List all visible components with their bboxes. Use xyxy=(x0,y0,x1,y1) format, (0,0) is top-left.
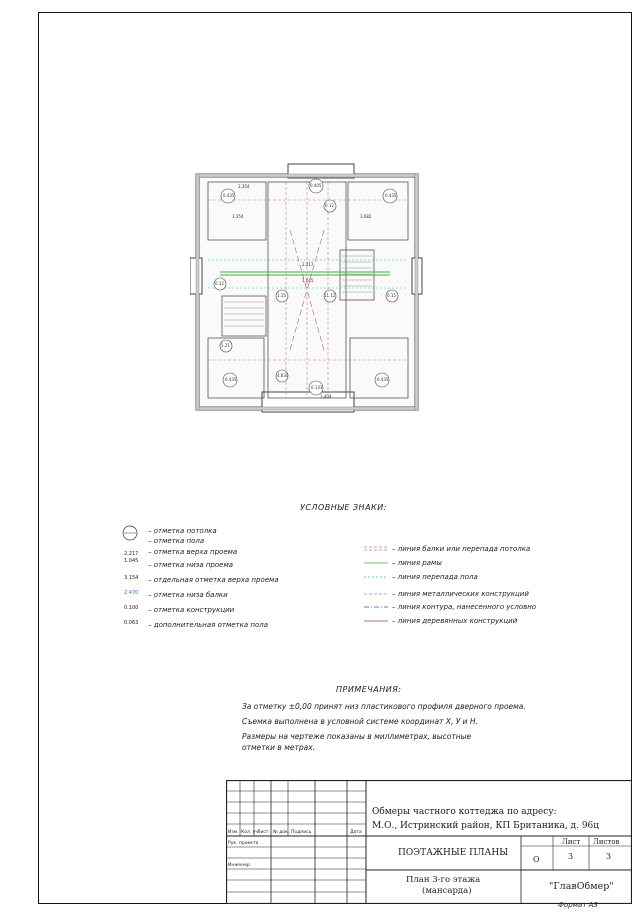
svg-text:0.405: 0.405 xyxy=(310,183,322,188)
title-block xyxy=(226,780,632,904)
svg-text:2.217: 2.217 xyxy=(302,262,314,267)
legend-beam-line: – линия балки или перепада потолка xyxy=(392,545,531,553)
address-line-1: Обмеры частного коттеджа по адресу: xyxy=(372,807,557,817)
legend-extra-floor: – дополнительная отметка пола xyxy=(148,621,268,629)
col-izm: Изм. xyxy=(228,830,239,835)
legend-frame-line: – линия рамы xyxy=(392,559,442,567)
svg-text:4.830: 4.830 xyxy=(277,373,289,378)
section-title: ПОЭТАЖНЫЕ ПЛАНЫ xyxy=(398,848,509,858)
svg-text:0.435: 0.435 xyxy=(223,193,235,198)
legend-contour-line: – линия контура, нанесенного условно xyxy=(392,603,537,611)
legend-floor-drop-line: – линия перепада пола xyxy=(392,573,478,581)
note-line-2: Съемка выполнена в условной системе координат Х, У и Н. xyxy=(242,717,478,726)
sheet-label: Лист xyxy=(562,838,581,846)
stage-value: О xyxy=(533,855,540,864)
svg-text:3.682: 3.682 xyxy=(360,214,372,219)
legend-opening-bottom: – отметка низа проема xyxy=(148,561,234,569)
svg-text:1.045: 1.045 xyxy=(302,278,314,283)
svg-text:3.354: 3.354 xyxy=(238,184,250,189)
legend-construction: – отметка конструкции xyxy=(148,606,235,614)
svg-text:0.15: 0.15 xyxy=(387,293,396,298)
note-line-4: отметки в метрах. xyxy=(242,743,316,752)
col-list: Лист xyxy=(257,830,269,835)
col-kol-uch: Кол. уч. xyxy=(241,830,260,835)
legend-opening-top-symbol: 2.217 xyxy=(124,551,139,557)
col-date: Дата xyxy=(350,830,362,835)
legend-beam-bottom: – отметка низа балки xyxy=(148,591,228,599)
role-engineer: Инженер xyxy=(228,863,250,868)
legend-beam-bottom-symbol: 2.470 xyxy=(124,590,139,596)
plan-title-1: План 3-го этажа xyxy=(406,875,481,885)
legend-ceiling: – отметка потолка xyxy=(148,527,217,535)
legend-separate-top-symbol: 3.154 xyxy=(124,575,139,581)
sheet-format: Формат А3 xyxy=(558,901,598,909)
svg-text:0.12: 0.12 xyxy=(215,281,224,286)
col-signature: Подпись xyxy=(291,830,312,835)
role-project-lead: Рук. проекта xyxy=(228,841,259,846)
svg-text:6.435: 6.435 xyxy=(377,377,389,382)
legend-extra-floor-symbol: 0.063 xyxy=(124,620,139,626)
svg-text:11.12: 11.12 xyxy=(324,293,336,298)
sheets-count: 3 xyxy=(606,852,612,861)
sheets-label: Листов xyxy=(593,838,620,846)
legend-separate-top: – отдельная отметка верха проема xyxy=(148,576,279,584)
floor-plan xyxy=(190,160,426,416)
sheet-number: 3 xyxy=(568,852,574,861)
svg-text:3.354: 3.354 xyxy=(232,214,244,219)
legend-metal-line: – линия металлических конструкций xyxy=(392,590,529,598)
legend-line-samples xyxy=(362,544,390,626)
note-line-1: За отметку ±0,00 принят низ пластикового профиля дверного проема. xyxy=(242,702,526,711)
svg-text:0.12: 0.12 xyxy=(325,203,334,208)
company-name: "ГлавОбмер" xyxy=(549,881,614,892)
note-line-3: Размеры на чертеже показаны в миллиметрах, высотные xyxy=(242,732,472,741)
legend-opening-top: – отметка верха проема xyxy=(148,548,238,556)
svg-text:6.435: 6.435 xyxy=(225,377,237,382)
ceiling-mark-icon xyxy=(122,525,138,541)
svg-text:5.21: 5.21 xyxy=(221,343,230,348)
drawing-frame xyxy=(38,12,632,904)
legend-construction-symbol: 0.100 xyxy=(124,605,139,611)
col-doc: № док. xyxy=(273,830,290,835)
legend-wood-line: – линия деревянных конструкций xyxy=(392,617,518,625)
notes-title: ПРИМЕЧАНИЯ: xyxy=(336,685,402,694)
plan-title-2: (мансарда) xyxy=(422,886,472,896)
legend-opening-bottom-symbol: 1.045 xyxy=(124,558,139,564)
svg-text:0.133: 0.133 xyxy=(311,385,323,390)
legend-floor: – отметка пола xyxy=(148,537,205,545)
svg-text:1.15: 1.15 xyxy=(277,293,286,298)
address-line-2: М.О., Истринский район, КП Британика, д. 96ц xyxy=(372,821,600,831)
svg-text:3.404: 3.404 xyxy=(320,394,332,399)
legend-title: УСЛОВНЫЕ ЗНАКИ: xyxy=(300,503,387,512)
svg-text:0.435: 0.435 xyxy=(385,193,397,198)
